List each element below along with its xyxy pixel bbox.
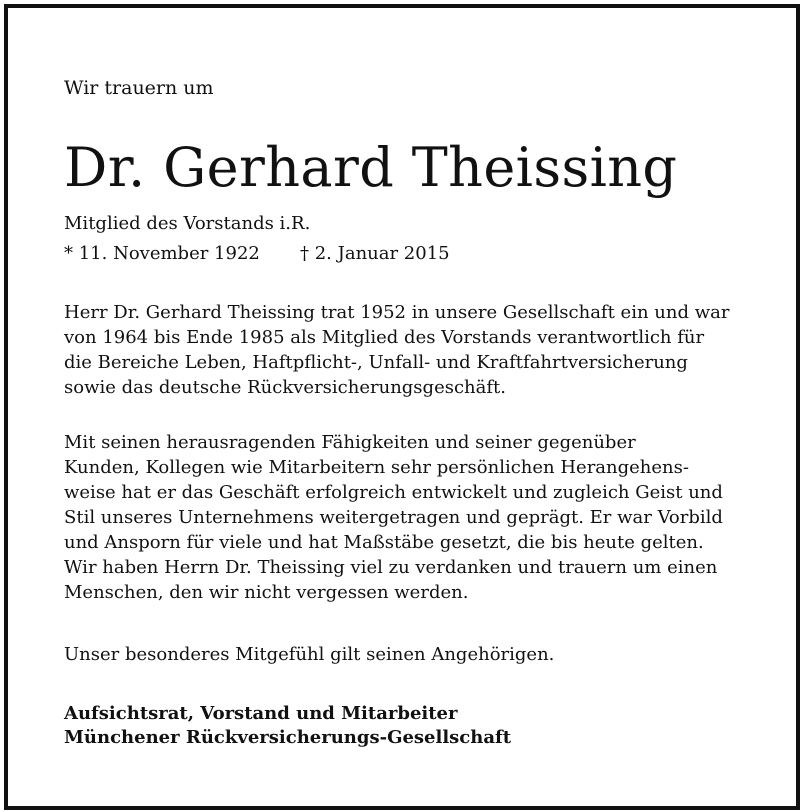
obituary-border — [4, 4, 800, 810]
life-dates — [64, 242, 450, 266]
signoff-line: Aufsichtsrat, Vorstand und Mitarbeiter — [64, 703, 458, 724]
paragraph-line: die Bereiche Leben, Haftpflicht-, Unfall- und Kraftfahrtversicherung — [64, 352, 688, 373]
paragraph-line: Mit seinen herausragenden Fähigkeiten und seiner gegenüber — [64, 432, 636, 453]
paragraph-line: und Ansporn für viele und hat Maßstäbe gesetzt, die bis heute gelten. — [64, 532, 704, 553]
deceased-name: Dr. Gerhard Theissing — [64, 136, 678, 199]
paragraph-line: von 1964 bis Ende 1985 als Mitglied des Vorstands verantwortlich für — [64, 327, 705, 348]
birth-date: * 11. November 1922 — [64, 243, 260, 264]
paragraph-line: Menschen, den wir nicht vergessen werden. — [64, 582, 469, 603]
signoff-line: Münchener Rückversicherungs-Gesellschaft — [64, 727, 512, 748]
paragraph-line: sowie das deutsche Rückversicherungsgeschäft. — [64, 377, 506, 398]
condolence-paragraph: Unser besonderes Mitgefühl gilt seinen Angehörigen. — [64, 644, 555, 665]
tribute-paragraph — [64, 430, 723, 605]
death-date: † 2. Januar 2015 — [300, 243, 450, 264]
paragraph-line: Kunden, Kollegen wie Mitarbeitern sehr persönlichen Herangehens- — [64, 457, 689, 478]
signoff — [64, 702, 511, 750]
paragraph-line: Wir haben Herrn Dr. Theissing viel zu verdanken und trauern um einen — [64, 557, 718, 578]
paragraph-line: Herr Dr. Gerhard Theissing trat 1952 in unsere Gesellschaft ein und war — [64, 302, 730, 323]
intro-text: Wir trauern um — [64, 77, 214, 99]
paragraph-line: weise hat er das Geschäft erfolgreich entwickelt und zugleich Geist und — [64, 482, 723, 503]
deceased-role: Mitglied des Vorstands i.R. — [64, 213, 311, 234]
paragraph-line: Stil unseres Unternehmens weitergetragen und geprägt. Er war Vorbild — [64, 507, 723, 528]
career-paragraph — [64, 300, 729, 400]
